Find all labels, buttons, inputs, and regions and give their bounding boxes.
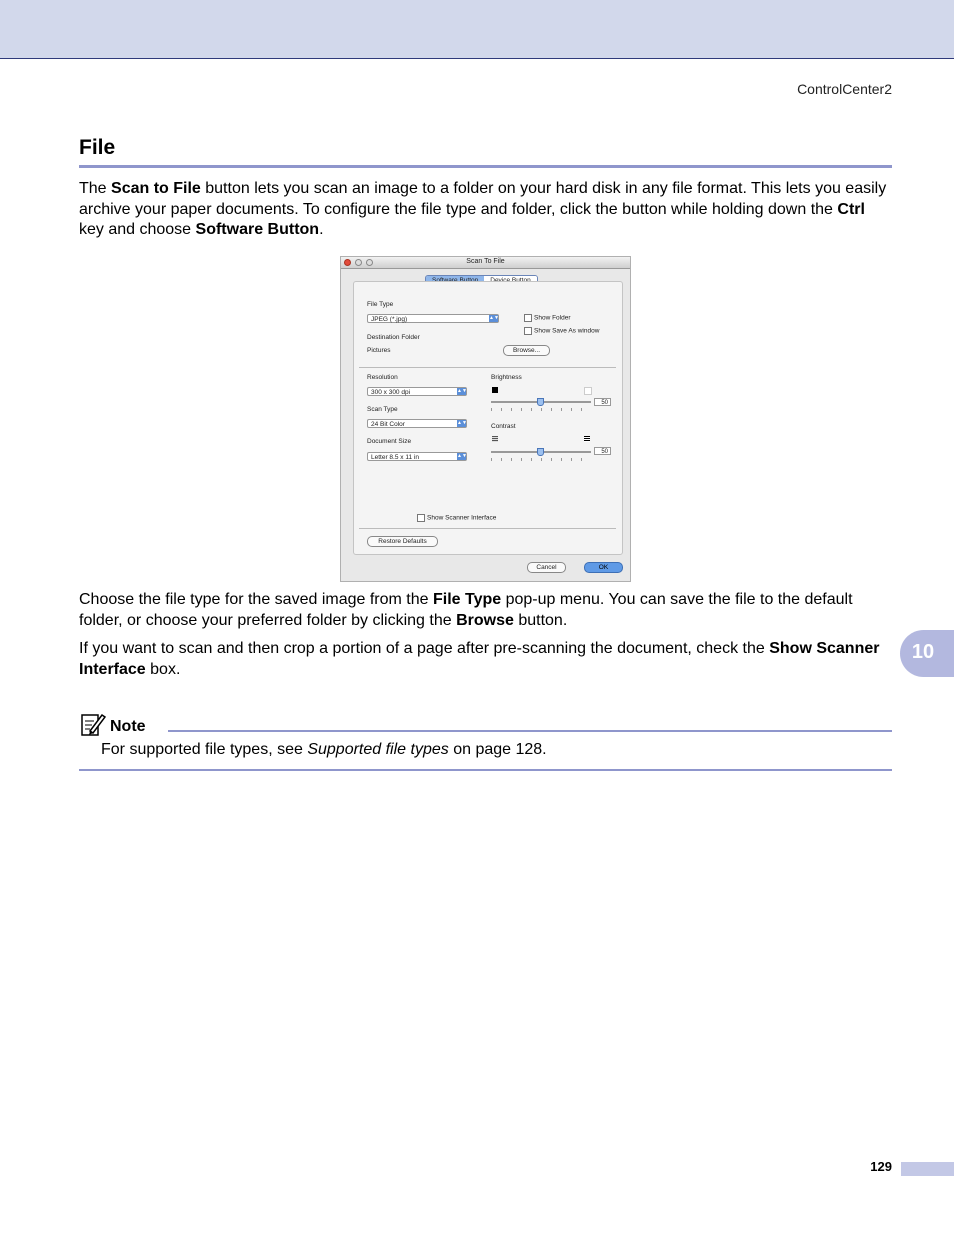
scan-type-popup[interactable] <box>367 419 467 428</box>
note-reference: Supported file types <box>307 741 449 758</box>
title-rule <box>79 165 892 168</box>
file-type-label: File Type <box>367 301 394 308</box>
divider <box>359 528 616 529</box>
top-band <box>0 0 954 59</box>
popup-arrows-icon: ▲▼ <box>457 420 467 426</box>
show-save-as-checkbox[interactable] <box>524 327 599 335</box>
contrast-slider-knob[interactable] <box>537 448 544 456</box>
resolution-value: 300 x 300 dpi <box>371 389 411 396</box>
note-pencil-icon <box>80 711 106 737</box>
text: pop-up menu. You can save the file to the default folder, or choose your preferred folder by clicking the <box>79 591 853 629</box>
checkbox-label: Show Scanner Interface <box>427 514 497 522</box>
popup-arrows-icon: ▲▼ <box>457 388 467 394</box>
note-rule-bottom <box>79 769 892 771</box>
section-title: File <box>79 136 116 159</box>
term-show-scanner-interface: Show Scanner Interface <box>79 640 880 678</box>
scan-type-label: Scan Type <box>367 406 398 413</box>
note-label: Note <box>110 718 146 735</box>
note-text <box>101 741 547 759</box>
restore-defaults-button[interactable]: Restore Defaults <box>367 536 438 547</box>
resolution-popup[interactable] <box>367 387 467 396</box>
checkbox-label: Show Folder <box>534 314 571 322</box>
checkbox-icon <box>524 314 532 322</box>
checkbox-icon <box>417 514 425 522</box>
brightness-ticks <box>491 408 591 411</box>
divider <box>359 367 616 368</box>
note-rule-top <box>168 730 892 732</box>
file-type-popup[interactable] <box>367 314 499 323</box>
dialog-title: Scan To File <box>466 258 505 265</box>
resolution-label: Resolution <box>367 374 398 381</box>
brightness-value[interactable]: 50 <box>594 398 611 406</box>
destination-label: Destination Folder <box>367 334 420 341</box>
term-ctrl: Ctrl <box>837 200 865 218</box>
term-scan-to-file: Scan to File <box>111 180 201 197</box>
text: button. <box>513 611 568 629</box>
show-scanner-interface-checkbox[interactable] <box>417 514 496 522</box>
show-folder-checkbox[interactable] <box>524 314 571 322</box>
popup-arrows-icon: ▲▼ <box>457 453 467 459</box>
term-software-button: Software Button <box>195 221 320 238</box>
document-size-value: Letter 8.5 x 11 in <box>371 454 419 461</box>
dark-square-icon <box>492 387 498 393</box>
document-size-label: Document Size <box>367 438 412 445</box>
contrast-ticks <box>491 458 591 461</box>
paragraph-intro <box>79 179 892 241</box>
brightness-label: Brightness <box>491 374 522 381</box>
chapter-tab <box>900 630 954 677</box>
chapter-number: 10 <box>911 641 935 663</box>
file-type-value: JPEG (*.jpg) <box>371 316 408 323</box>
light-square-icon <box>584 387 592 395</box>
contrast-label: Contrast <box>491 423 516 430</box>
paragraph-scanner-interface <box>79 639 892 680</box>
term-browse: Browse <box>456 611 514 629</box>
page-number: 129 <box>870 1159 892 1174</box>
cancel-button[interactable]: Cancel <box>527 562 566 573</box>
text: If you want to scan and then crop a portion of a page after pre-scanning the document, check the <box>79 640 770 657</box>
contrast-value[interactable]: 50 <box>594 447 611 455</box>
text: Choose the file type for the saved image from the <box>79 591 433 608</box>
checkbox-label: Show Save As window <box>534 327 600 335</box>
document-size-popup[interactable] <box>367 452 467 461</box>
page-bar <box>901 1162 954 1176</box>
text: button lets you scan an image to a folder on your hard disk in any file format. This lets you easily archive your paper documents. To configure the file type and folder, click the button while holding down the <box>79 180 887 218</box>
ok-button[interactable]: OK <box>584 562 623 573</box>
low-contrast-icon <box>492 436 498 442</box>
term-file-type: File Type <box>432 591 502 608</box>
text: . <box>319 221 324 238</box>
text: For supported file types, see <box>101 741 308 758</box>
checkbox-icon <box>524 327 532 335</box>
paragraph-file-type <box>79 590 892 631</box>
text: The <box>79 180 112 197</box>
popup-arrows-icon: ▲▼ <box>489 315 499 321</box>
high-contrast-icon <box>584 436 590 442</box>
running-header: ControlCenter2 <box>797 81 892 97</box>
browse-button[interactable]: Browse... <box>503 345 550 356</box>
scan-to-file-dialog <box>340 256 631 582</box>
text: box. <box>145 660 181 678</box>
destination-value: Pictures <box>367 347 391 354</box>
scan-type-value: 24 Bit Color <box>371 421 405 428</box>
text: on page 128. <box>448 741 547 758</box>
brightness-slider-knob[interactable] <box>537 398 544 406</box>
text: key and choose <box>79 221 196 238</box>
dialog-titlebar <box>341 257 630 269</box>
